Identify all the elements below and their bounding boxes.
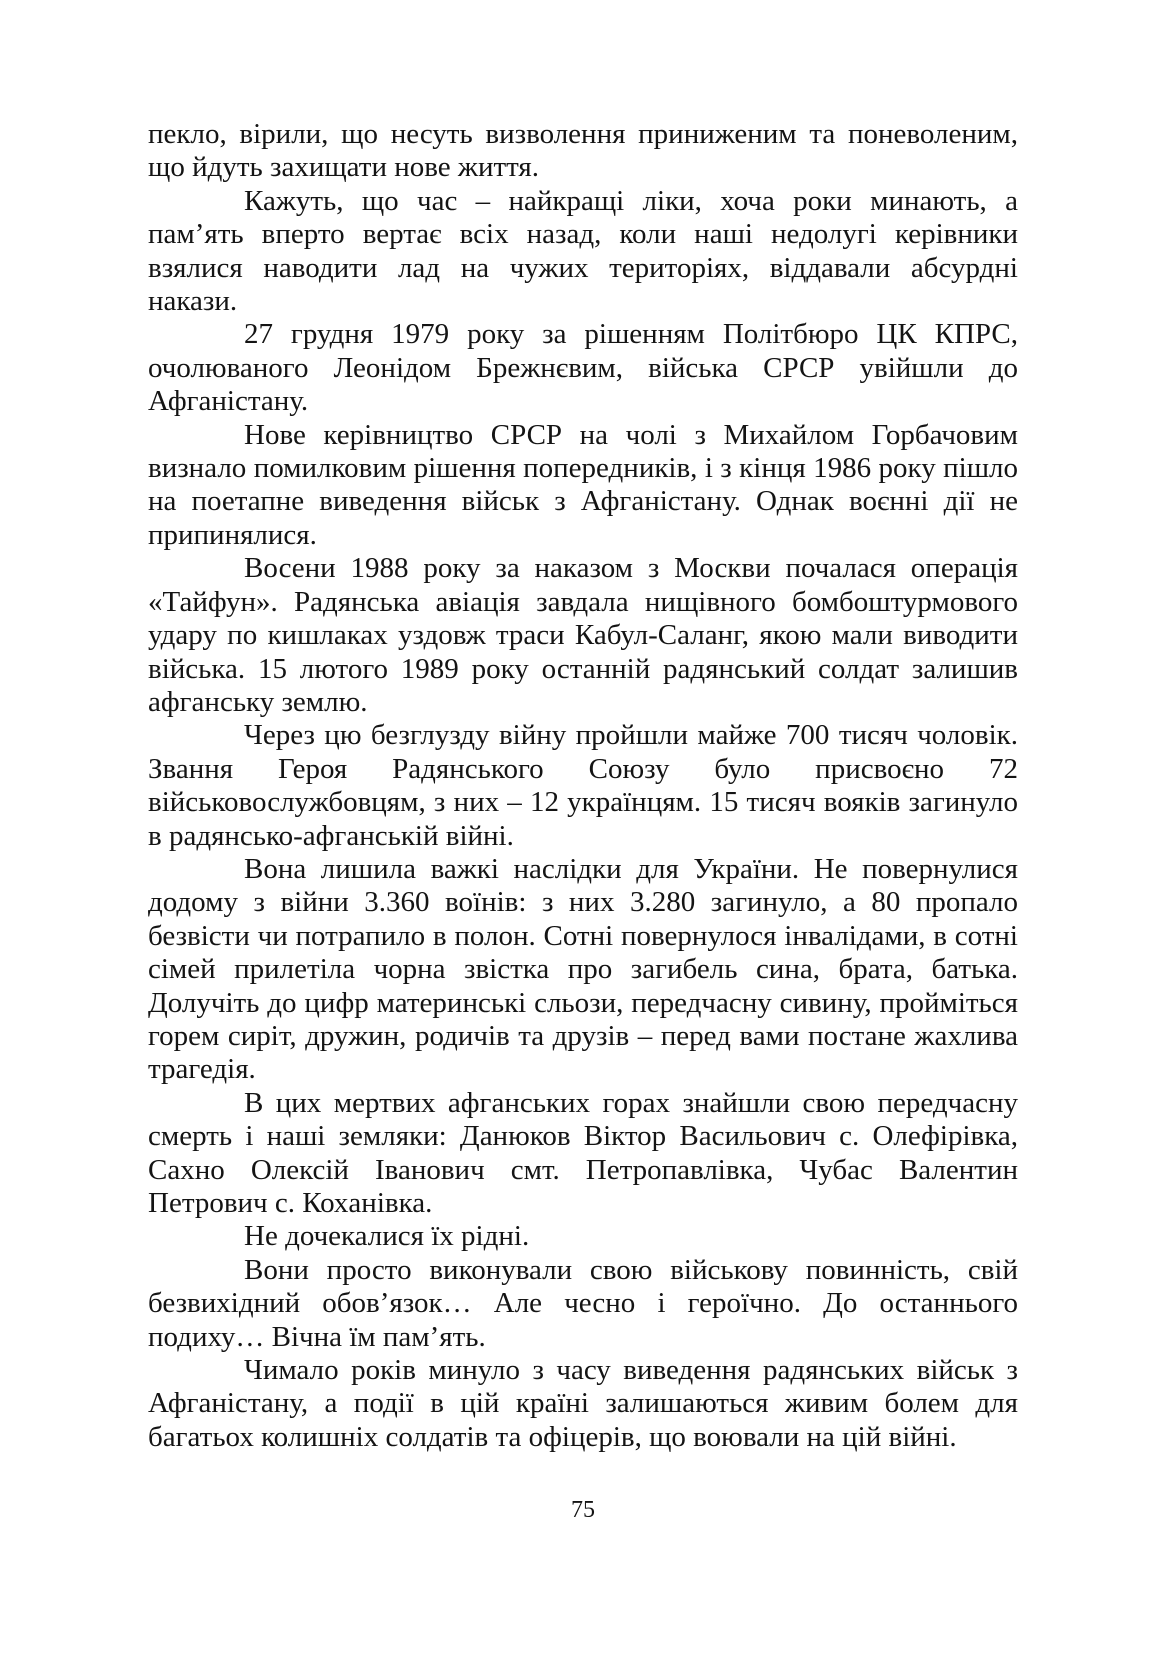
paragraph: Нове керівництво СРСР на чолі з Михайлом Горбачовим визнало помилковим рішення попередників, і з кінця 1986 року пішло на поетапне виведення військ з Афганістану. Однак воєнні дії не припинялися. bbox=[148, 418, 1018, 551]
paragraph: Не дочекалися їх рідні. bbox=[244, 1220, 530, 1253]
paragraph: Вона лишила важкі наслідки для України. Не повернулися додому з війни 3.360 воїнів: з них 3.280 загинуло, а 80 пропало безвісти чи потрапило в полон. Сотні повернулося інвалідами, в сотні сімей прилетіла чорна звістка про загибель сина, брата, батька. Долучіть до цифр материнські сльози, передчасну сивину, пройміться горем сиріт, дружин, родичів та друзів – перед вами постане жахлива трагедія. bbox=[148, 852, 1018, 1086]
paragraph: Кажуть, що час – найкращі ліки, хоча роки минають, а пам’ять вперто вертає всіх назад, коли наші недолугі керівники взялися наводити лад на чужих територіях, віддавали абсурдні накази. bbox=[148, 184, 1018, 318]
paragraph: пекло, вірили, що несуть визволення приниженим та поневоленим, що йдуть захищати нове життя. bbox=[148, 118, 1018, 184]
paragraph: Восени 1988 року за наказом з Москви почалася операція «Тайфун». Радянська авіація завдала нищівного бомбоштурмового удару по кишлаках уздовж траси Кабул-Саланг, якою мали виводити війська. 15 лютого 1989 року останній радянський солдат залишив афганську землю. bbox=[148, 552, 1018, 718]
paragraph: Через цю безглузду війну пройшли майже 700 тисяч чоловік. Звання Героя Радянського Союзу було присвоєно 72 військовослужбовцям, з них – 12 українцям. 15 тисяч вояків загинуло в радянсько-афганській війні. bbox=[148, 719, 1018, 852]
paragraph: Чимало років минуло з часу виведення радянських військ з Афганістану, а події в цій країні залишаються живим болем для багатьох колишніх солдатів та офіцерів, що воювали на цій війні. bbox=[148, 1354, 1018, 1453]
page-body bbox=[148, 118, 1018, 1454]
paragraph: В цих мертвих афганських горах знайшли свою передчасну смерть і наші земляки: Данюков Віктор Васильович с. Олефірівка, Сахно Олексій Іванович смт. Петропавлівка, Чубас Валентин Петрович с. Кохaнівка. bbox=[148, 1086, 1018, 1219]
paragraph: 27 грудня 1979 року за рішенням Політбюро ЦК КПРС, очолюваного Леонідом Брежнєвим, війська СРСР увійшли до Афганістану. bbox=[148, 318, 1018, 418]
paragraph: Вони просто виконували свою військову повинність, свій безвихідний обов’язок… Але чесно і героїчно. До останнього подиху… Вічна їм пам’ять. bbox=[148, 1253, 1018, 1353]
page-number: 75 bbox=[571, 1497, 595, 1523]
